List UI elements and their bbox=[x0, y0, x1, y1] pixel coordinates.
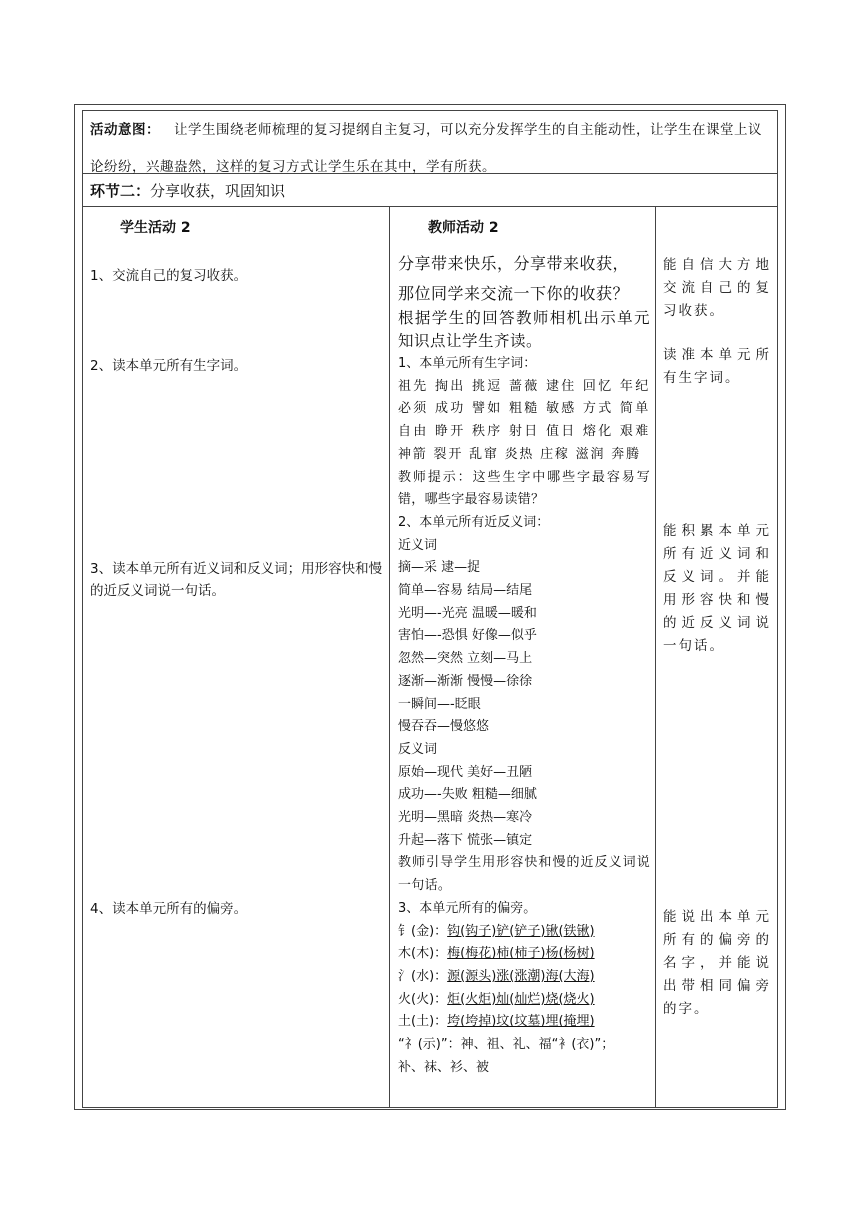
column-divider bbox=[655, 206, 656, 1108]
section-1-words: 祖先 掏出 挑逗 蔷薇 逮住 回忆 年纪 必须 成功 譬如 粗糙 敏感 方式 简单 自由 睁开 秩序 射日 值日 熔化 艰难 神箭 裂开 乱窜 炎热 庄稼 滋润 奔腾 bbox=[398, 378, 650, 462]
step-heading bbox=[90, 180, 285, 201]
synonym-line: 害怕—-恐惧 好像—似乎 bbox=[398, 628, 537, 644]
radical-head: 氵(水)： bbox=[398, 968, 448, 984]
antonym-line: 升起—落下 慌张—镇定 bbox=[398, 832, 533, 848]
student-activity-1: 1、交流自己的复习收获。 bbox=[90, 268, 248, 284]
teacher-activity-header: 教师活动 2 bbox=[428, 220, 499, 236]
radical-line bbox=[398, 921, 650, 944]
radical-line bbox=[398, 966, 650, 989]
synonym-line: 慢吞吞—慢悠悠 bbox=[398, 719, 490, 735]
section-2-guide: 教师引导学生用形容快和慢的近反义词说一句话。 bbox=[398, 855, 650, 894]
radical-examples: 源(源头)涨(涨潮)海(大海) bbox=[447, 968, 595, 984]
radical-line: 补、袜、衫、被 bbox=[398, 1059, 490, 1075]
radical-line: “礻(示)”：神、祖、礼、福“衤(衣)”； bbox=[398, 1037, 615, 1053]
radical-line bbox=[398, 1011, 650, 1034]
synonym-line: 一瞬间—-眨眼 bbox=[398, 696, 481, 712]
goal-4: 能说出本单元所有的偏旁的名字，并能说出带相同偏旁的字。 bbox=[663, 909, 771, 1017]
synonym-line: 忽然—突然 立刻—马上 bbox=[398, 651, 533, 667]
student-activity-4: 4、读本单元所有的偏旁。 bbox=[90, 901, 248, 917]
section-3-title: 3、本单元所有的偏旁。 bbox=[398, 900, 537, 916]
antonym-line: 光明—黑暗 炎热—寒冷 bbox=[398, 810, 533, 826]
student-activity-header: 学生活动 2 bbox=[120, 220, 191, 236]
teacher-activity-content bbox=[398, 251, 650, 1080]
synonym-line: 简单—容易 结局—结尾 bbox=[398, 583, 533, 599]
radical-line bbox=[398, 943, 650, 966]
radical-head: 土(土)： bbox=[398, 1014, 448, 1030]
goal-2: 读准本单元所有生字词。 bbox=[663, 347, 771, 386]
activity-purpose bbox=[90, 112, 772, 186]
radical-examples: 炬(火炬)灿(灿烂)烧(烧火) bbox=[447, 991, 595, 1007]
step-label: 环节二： bbox=[90, 182, 151, 200]
synonym-line: 逐渐—渐渐 慢慢—徐徐 bbox=[398, 673, 533, 689]
radical-examples: 钩(钩子)铲(铲子)锹(铁锹) bbox=[447, 923, 595, 939]
teacher-intro-3: 根据学生的回答教师相机出示单元知识点让学生齐读。 bbox=[398, 309, 650, 350]
radical-head: 木(木)： bbox=[398, 946, 448, 962]
row-divider bbox=[82, 206, 778, 207]
radical-examples: 梅(梅花)柿(柿子)杨(杨树) bbox=[447, 946, 595, 962]
antonym-line: 成功—-失败 粗糙—细腻 bbox=[398, 787, 537, 803]
teacher-intro-1: 分享带来快乐，分享带来收获， bbox=[398, 254, 630, 273]
student-activity-3: 3、读本单元所有近义词和反义词；用形容快和慢的近反义词说一句话。 bbox=[90, 561, 383, 599]
step-title: 分享收获，巩固知识 bbox=[150, 182, 286, 200]
column-divider bbox=[389, 206, 390, 1108]
teacher-intro-2: 那位同学来交流一下你的收获？ bbox=[398, 284, 630, 303]
synonym-label: 近义词 bbox=[398, 537, 438, 553]
purpose-text: 让学生围绕老师梳理的复习提纲自主复习，可以充分发挥学生的自主能动性，让学生在课堂上议论纷纷，兴趣盎然，这样的复习方式让学生乐在其中，学有所获。 bbox=[90, 122, 762, 175]
radical-line bbox=[398, 989, 650, 1012]
purpose-label: 活动意图： bbox=[90, 122, 160, 138]
section-1-tip: 教师提示：这些生字中哪些字最容易写错，哪些字最容易读错？ bbox=[398, 469, 650, 508]
section-2-title: 2、本单元所有近反义词： bbox=[398, 514, 550, 530]
synonym-line: 摘—采 逮—捉 bbox=[398, 560, 481, 576]
radical-head: 火(火)： bbox=[398, 991, 448, 1007]
radical-head: 钅(金)： bbox=[398, 923, 448, 939]
antonym-label: 反义词 bbox=[398, 741, 438, 757]
goal-3: 能积累本单元所有近义词和反义词。并能用形容快和慢的近反义词说一句话。 bbox=[663, 523, 771, 654]
synonym-line: 光明—-光亮 温暖—暖和 bbox=[398, 605, 537, 621]
student-activity-2: 2、读本单元所有生字词。 bbox=[90, 358, 248, 374]
radical-examples: 垮(垮掉)坟(坟墓)埋(掩埋) bbox=[447, 1014, 595, 1030]
goal-1: 能自信大方地交流自己的复习收获。 bbox=[663, 257, 771, 319]
section-1-title: 1、本单元所有生字词： bbox=[398, 356, 537, 371]
antonym-line: 原始—现代 美好—丑陋 bbox=[398, 764, 533, 780]
